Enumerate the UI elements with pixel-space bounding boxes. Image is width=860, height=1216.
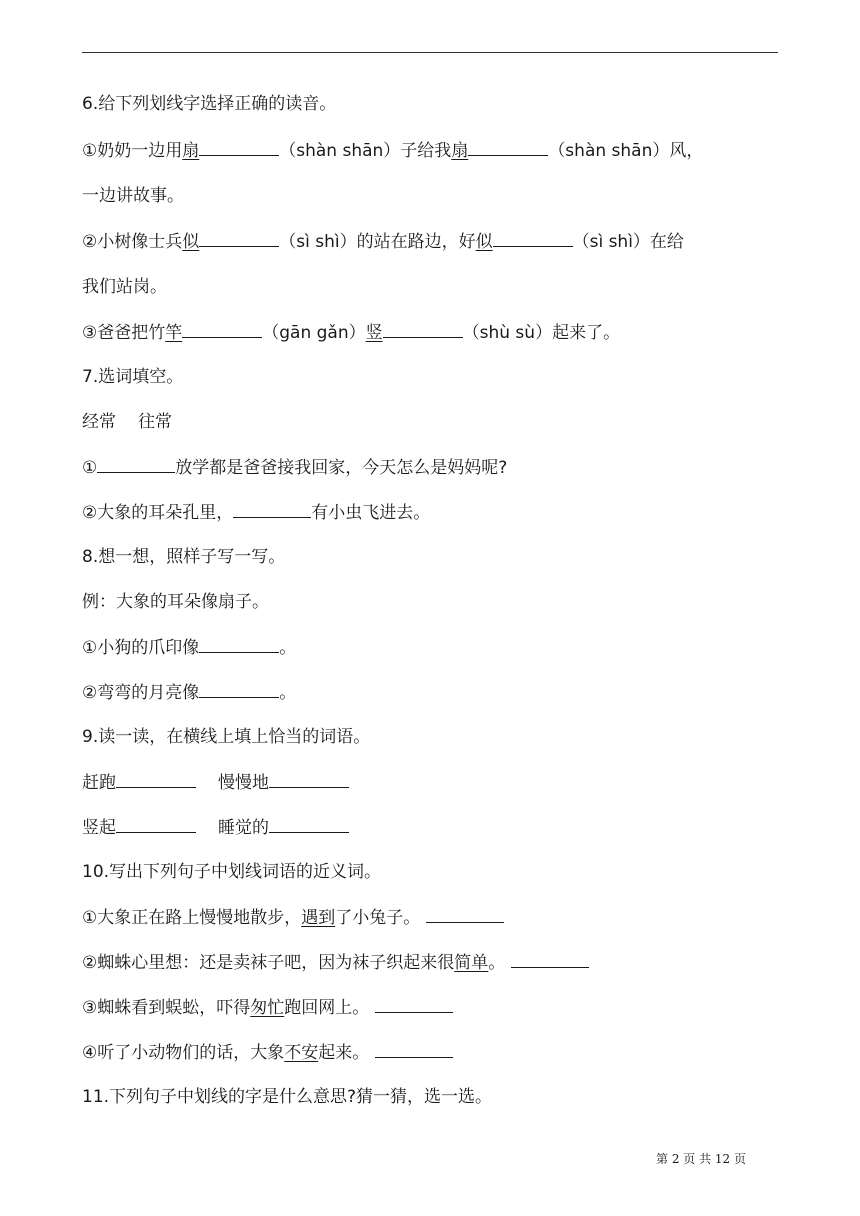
answer-blank xyxy=(383,319,463,338)
answer-blank xyxy=(199,679,279,698)
answer-blank xyxy=(375,994,453,1013)
q9-row-1: 赶跑 慢慢地 xyxy=(82,769,349,796)
q6-item-3: ③爸爸把竹竿 （gān gǎn）竖 （shù sù）起来了。 xyxy=(82,319,620,346)
q6-item-2: ②小树像士兵似 （sì shì）的站在路边，好似 （sì shì）在给 xyxy=(82,228,684,255)
q9-row-2: 竖起 睡觉的 xyxy=(82,814,349,841)
answer-blank xyxy=(116,769,196,788)
answer-blank xyxy=(199,228,279,247)
answer-blank xyxy=(233,499,311,518)
answer-blank xyxy=(269,769,349,788)
q8-title: 8.想一想，照样子写一写。 xyxy=(82,547,286,567)
q10-item-1: ①大象正在路上慢慢地散步，遇到了小兔子。 xyxy=(82,904,504,931)
q6-title: 6.给下列划线字选择正确的读音。 xyxy=(82,94,337,114)
answer-blank xyxy=(468,137,548,156)
answer-blank xyxy=(269,814,349,833)
answer-blank xyxy=(426,904,504,923)
q9-title: 9.读一读，在横线上填上恰当的词语。 xyxy=(82,727,371,747)
page-footer: 第 2 页 共 12 页 xyxy=(656,1152,746,1166)
answer-blank xyxy=(116,814,196,833)
q6-item-1: ①奶奶一边用扇 （shàn shān）子给我扇 （shàn shān）风， xyxy=(82,137,703,164)
q7-item-2: ②大象的耳朵孔里， 有小虫飞进去。 xyxy=(82,499,430,526)
q6-item-2-cont: 我们站岗。 xyxy=(82,277,167,297)
q8-example: 例：大象的耳朵像扇子。 xyxy=(82,592,269,612)
answer-blank xyxy=(97,454,175,473)
q8-item-2: ②弯弯的月亮像 。 xyxy=(82,679,296,706)
q7-title: 7.选词填空。 xyxy=(82,367,184,387)
header-rule xyxy=(82,52,778,53)
q7-word-bank: 经常 往常 xyxy=(82,412,172,432)
answer-blank xyxy=(493,228,573,247)
answer-blank xyxy=(199,137,279,156)
q10-item-3: ③蜘蛛看到蜈蚣，吓得匆忙跑回网上。 xyxy=(82,994,453,1021)
q8-item-1: ①小狗的爪印像 。 xyxy=(82,634,296,661)
q10-item-4: ④听了小动物们的话，大象不安起来。 xyxy=(82,1039,453,1066)
q6-item-1-cont: 一边讲故事。 xyxy=(82,186,184,206)
q10-title: 10.写出下列句子中划线词语的近义词。 xyxy=(82,862,382,882)
q7-item-1: ① 放学都是爸爸接我回家，今天怎么是妈妈呢? xyxy=(82,454,507,481)
q11-title: 11.下列句子中划线的字是什么意思?猜一猜，选一选。 xyxy=(82,1087,493,1107)
answer-blank xyxy=(182,319,262,338)
answer-blank xyxy=(375,1039,453,1058)
q10-item-2: ②蜘蛛心里想：还是卖袜子吧，因为袜子织起来很简单。 xyxy=(82,949,589,976)
answer-blank xyxy=(199,634,279,653)
answer-blank xyxy=(511,949,589,968)
